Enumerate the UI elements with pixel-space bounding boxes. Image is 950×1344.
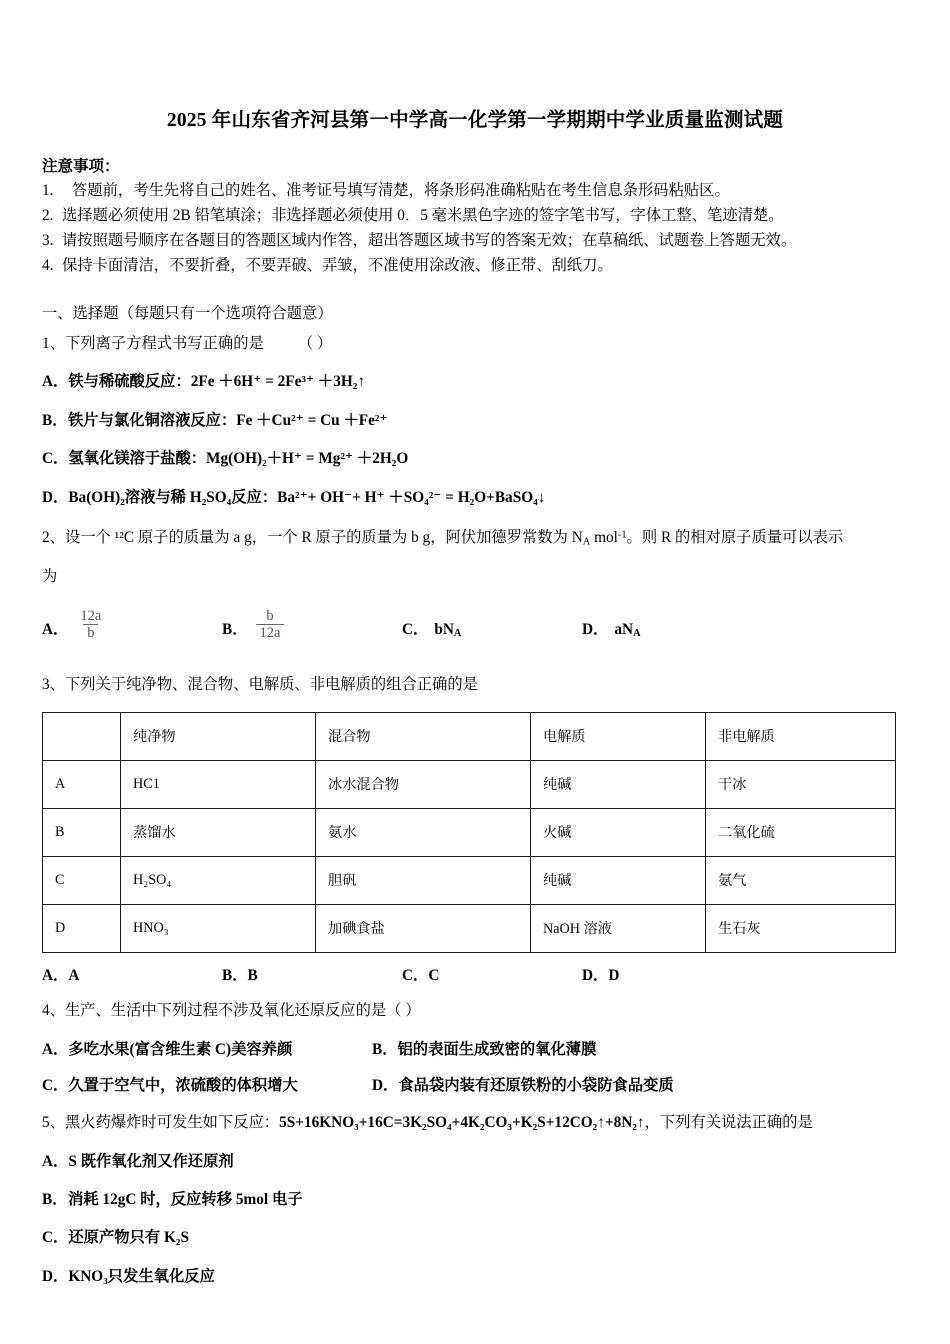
option-a-equation: 2Fe ＋6H⁺ = 2Fe³⁺ ＋3H₂↑: [190, 373, 365, 391]
question-2-options-row: [42, 606, 908, 639]
table-cell-mixture: 氨水: [316, 808, 531, 856]
table-cell-pure: H₂SO₄: [121, 856, 316, 904]
question-3-option-b[interactable]: B．B: [222, 966, 258, 984]
option-c-equation: Mg(OH)₂＋H⁺ = Mg²⁺ ＋2H₂O: [206, 450, 409, 468]
question-1-option-a[interactable]: [42, 370, 908, 394]
question-5-option-b[interactable]: [42, 1188, 908, 1212]
section-heading-multiple-choice: 一、选择题（每题只有一个选项符合题意）: [42, 305, 333, 323]
notice-text-1: 答题前，考生先将自己的姓名、准考证号填写清楚，将条形码准确粘贴在考生信息条形码粘贴区。: [72, 182, 730, 200]
notice-number-4: 4.: [42, 256, 54, 274]
option-c-description: 氢氧化镁溶于盐酸：: [68, 450, 207, 468]
question-4-option-d[interactable]: D．食品袋内装有还原铁粉的小袋防食品变质: [372, 1077, 674, 1095]
question-4-options-row-2: [42, 1073, 908, 1095]
question-3-option-a[interactable]: A．A: [42, 966, 80, 984]
fraction-denominator: 12a: [256, 624, 285, 641]
table-header-cell-electrolyte: 电解质: [531, 712, 706, 760]
question-5-equation: 5S+16KNO₃+16C=3K₂SO₄+4K₂CO₃+K₂S+12CO₂↑+8N₂↑: [279, 1114, 645, 1132]
question-3-comparison-table: [42, 712, 896, 953]
table-cell-row-label: D: [43, 904, 121, 952]
table-cell-mixture: 胆矾: [316, 856, 531, 904]
option-d-description: Ba(OH)₂溶液与稀 H₂SO₄反应：: [68, 488, 278, 506]
table-row: [43, 904, 896, 952]
table-header-cell-nonelectrolyte: 非电解质: [706, 712, 896, 760]
question-1-option-d[interactable]: [42, 486, 908, 510]
notice-number-1: 1.: [42, 182, 54, 200]
notice-text-3: 请按照题号顺序在各题目的答题区域内作答，超出答题区域书写的答案无效；在草稿纸、试题卷上答题无效。: [62, 231, 797, 249]
fraction-numerator: b: [266, 607, 274, 624]
option-d-text: KNO₃只发生氧化反应: [68, 1267, 215, 1285]
table-cell-mixture: 冰水混合物: [316, 760, 531, 808]
question-2-stem-part-1: 2、设一个 ¹²C 原子的质量为 a g，一个 R 原子的质量为 b g，阿伏加德罗常数为 N: [42, 529, 583, 547]
question-2-option-b[interactable]: [222, 606, 402, 639]
table-cell-pure: HNO₃: [121, 904, 316, 952]
notice-item-4: [42, 254, 908, 279]
table-cell-electrolyte: 纯碱: [531, 760, 706, 808]
option-label-b: B．: [42, 1190, 68, 1208]
table-cell-nonelectrolyte: 干冰: [706, 760, 896, 808]
notice-text-2: 选择题必须使用 2B 铅笔填涂；非选择题必须使用 0．5 毫米黑色字迹的签字笔书写，字体工整、笔迹清楚。: [62, 207, 784, 225]
question-2-stem-line-2: 为: [42, 568, 58, 586]
question-5-option-c[interactable]: [42, 1226, 908, 1250]
question-4-options-row-1: [42, 1037, 908, 1059]
notice-item-1: [42, 179, 908, 204]
question-3-option-d[interactable]: D．D: [582, 966, 620, 984]
table-cell-electrolyte: 火碱: [531, 808, 706, 856]
question-2-stem-part-2: mol: [590, 529, 618, 547]
table-header-cell-blank: [43, 712, 121, 760]
question-4-option-c[interactable]: C．久置于空气中，浓硫酸的体积增大: [42, 1077, 298, 1095]
option-c-value: bN: [434, 621, 454, 639]
option-label-c: C．: [42, 450, 69, 468]
notice-heading: 注意事项：: [42, 158, 120, 176]
option-label-d: D．: [42, 488, 69, 506]
question-5-option-a[interactable]: [42, 1150, 908, 1174]
question-2-stem-part-3: 。则 R 的相对原子质量可以表示: [626, 529, 844, 547]
notice-item-3: [42, 229, 908, 254]
question-2-option-a[interactable]: [42, 606, 222, 639]
question-1-stem-text: 1、下列离子方程式书写正确的是: [42, 334, 264, 352]
question-5-stem: [42, 1111, 908, 1135]
table-header-row: [43, 712, 896, 760]
page-title: 2025 年山东省齐河县第一中学高一化学第一学期期中学业质量监测试题: [166, 110, 784, 131]
table-cell-pure: 蒸馏水: [121, 808, 316, 856]
table-cell-nonelectrolyte: 二氧化硫: [706, 808, 896, 856]
question-5-option-d[interactable]: [42, 1265, 908, 1289]
question-1-option-c[interactable]: [42, 447, 908, 471]
notice-text-4: 保持卡面清洁，不要折叠，不要弄破、弄皱，不准使用涂改液、修正带、刮纸刀。: [62, 256, 613, 274]
option-b-description: 铁片与氯化铜溶液反应：: [68, 411, 237, 429]
option-label-a: A．: [42, 621, 69, 639]
option-a-description: 铁与稀硫酸反应：: [68, 373, 191, 391]
option-label-a: A．: [42, 373, 69, 391]
question-4-option-a[interactable]: A．多吃水果(富含维生素 C)美容养颜: [42, 1041, 293, 1059]
option-b-text: 消耗 12gC 时，反应转移 5mol 电子: [68, 1190, 303, 1208]
question-5-stem-suffix: ，下列有关说法正确的是: [644, 1114, 813, 1132]
notice-number-2: 2.: [42, 207, 54, 225]
question-4-option-b[interactable]: B．铝的表面生成致密的氧化薄膜: [372, 1041, 597, 1059]
table-cell-row-label: C: [43, 856, 121, 904]
notice-item-2: [42, 204, 908, 229]
question-2-mol-exponent: -1: [617, 529, 627, 541]
option-c-subscript: A: [453, 628, 462, 640]
option-label-a: A．: [42, 1152, 69, 1170]
table-row: [43, 856, 896, 904]
table-header-cell-mixture: 混合物: [316, 712, 531, 760]
option-label-c: C．: [402, 621, 429, 639]
table-cell-electrolyte: NaOH 溶液: [531, 904, 706, 952]
question-3-option-c[interactable]: C．C: [402, 966, 440, 984]
option-c-text: 还原产物只有 K₂S: [68, 1229, 189, 1247]
fraction-denominator: b: [83, 624, 98, 641]
option-label-d: D．: [582, 621, 609, 639]
question-1-option-b[interactable]: [42, 409, 908, 433]
question-5-stem-prefix: 5、黑火药爆炸时可发生如下反应：: [42, 1114, 280, 1132]
question-4-stem: 4、生产、生活中下列过程不涉及氧化还原反应的是（ ）: [42, 1001, 421, 1019]
option-b-equation: Fe ＋Cu²⁺ = Cu ＋Fe²⁺: [236, 411, 388, 429]
table-row: [43, 760, 896, 808]
question-1-answer-bracket: （ ）: [297, 334, 333, 352]
table-cell-nonelectrolyte: 生石灰: [706, 904, 896, 952]
option-d-value: aN: [614, 621, 634, 639]
table-row: [43, 808, 896, 856]
option-label-c: C．: [42, 1229, 69, 1247]
fraction-12a-over-b: [76, 608, 105, 641]
question-3-options-row: [42, 963, 908, 985]
option-a-text: S 既作氧化剂又作还原剂: [68, 1152, 234, 1170]
notice-number-3: 3.: [42, 231, 54, 249]
table-cell-electrolyte: 纯碱: [531, 856, 706, 904]
option-d-equation: Ba²⁺+ OH⁻+ H⁺ ＋SO₄²⁻ = H₂O+BaSO₄↓: [277, 488, 546, 506]
question-2-option-c[interactable]: [402, 617, 582, 639]
table-cell-pure: HC1: [121, 760, 316, 808]
option-label-b: B．: [42, 411, 68, 429]
question-2-option-d[interactable]: [582, 617, 641, 639]
table-header-cell-pure: 纯净物: [121, 712, 316, 760]
table-cell-nonelectrolyte: 氨气: [706, 856, 896, 904]
question-2-stem-line-1: [42, 526, 908, 551]
option-label-d: D．: [42, 1267, 69, 1285]
table-cell-mixture: 加碘食盐: [316, 904, 531, 952]
table-cell-row-label: A: [43, 760, 121, 808]
question-2-avogadro-subscript: A: [582, 536, 591, 548]
fraction-b-over-12a: [256, 608, 285, 641]
fraction-numerator: 12a: [80, 607, 102, 624]
option-d-subscript: A: [633, 628, 641, 640]
table-cell-row-label: B: [43, 808, 121, 856]
question-1-stem: [42, 332, 908, 356]
question-3-stem: 3、下列关于纯净物、混合物、电解质、非电解质的组合正确的是: [42, 676, 478, 694]
option-label-b: B．: [222, 621, 248, 639]
